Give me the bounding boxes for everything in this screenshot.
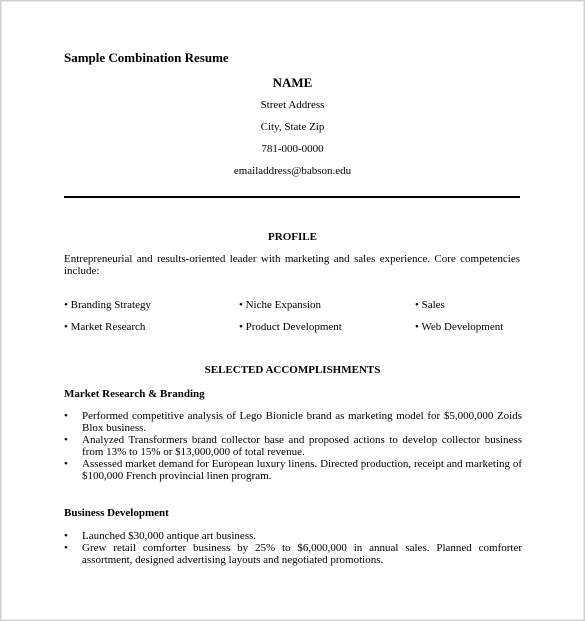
- list-item: • Launched $30,000 antique art business.: [64, 530, 522, 542]
- list-item: • Grew retail comforter business by 25% to $6,000,000 in annual sales. Planned comforter assortment, designed advertising layouts and negotiated promotions.: [64, 542, 522, 566]
- competency-item: • Product Development: [239, 321, 342, 333]
- list-item: • Assessed market demand for European luxury linens. Directed production, receipt and marketing of $100,000 French provincial linen program.: [64, 458, 522, 482]
- competency-item: • Market Research: [64, 321, 146, 333]
- accomplishment-list: [64, 530, 522, 566]
- profile-heading: PROFILE: [268, 231, 317, 243]
- competency-item: • Branding Strategy: [64, 299, 151, 311]
- list-item: • Analyzed Transformers brand collector base and proposed actions to develop collector business from 13% to 15% or $13,000,000 of total revenue.: [64, 434, 522, 458]
- competency-item: • Sales: [415, 299, 445, 311]
- email-address: emailaddress@babson.edu: [233, 165, 352, 177]
- subsection-title: Market Research & Branding: [64, 388, 205, 400]
- header-divider: [64, 196, 520, 198]
- accomplishment-list: [64, 410, 522, 482]
- street-address: Street Address: [260, 99, 325, 111]
- accomplishments-heading: SELECTED ACCOMPLISHMENTS: [204, 364, 381, 376]
- document-title: Sample Combination Resume: [64, 50, 229, 65]
- competency-item: • Niche Expansion: [239, 299, 322, 311]
- list-item: • Performed competitive analysis of Lego Bionicle brand as marketing model for $5,000,000 Zoids Blox business.: [64, 410, 522, 434]
- subsection-title: Business Development: [64, 507, 169, 519]
- resume-name: NAME: [272, 75, 313, 90]
- city-state-zip: City, State Zip: [260, 121, 325, 133]
- profile-summary: Entrepreneurial and results-oriented leader with marketing and sales experience. Core competencies include:: [64, 253, 520, 277]
- competency-item: • Web Development: [415, 321, 504, 333]
- phone-number: 781-000-0000: [261, 143, 324, 155]
